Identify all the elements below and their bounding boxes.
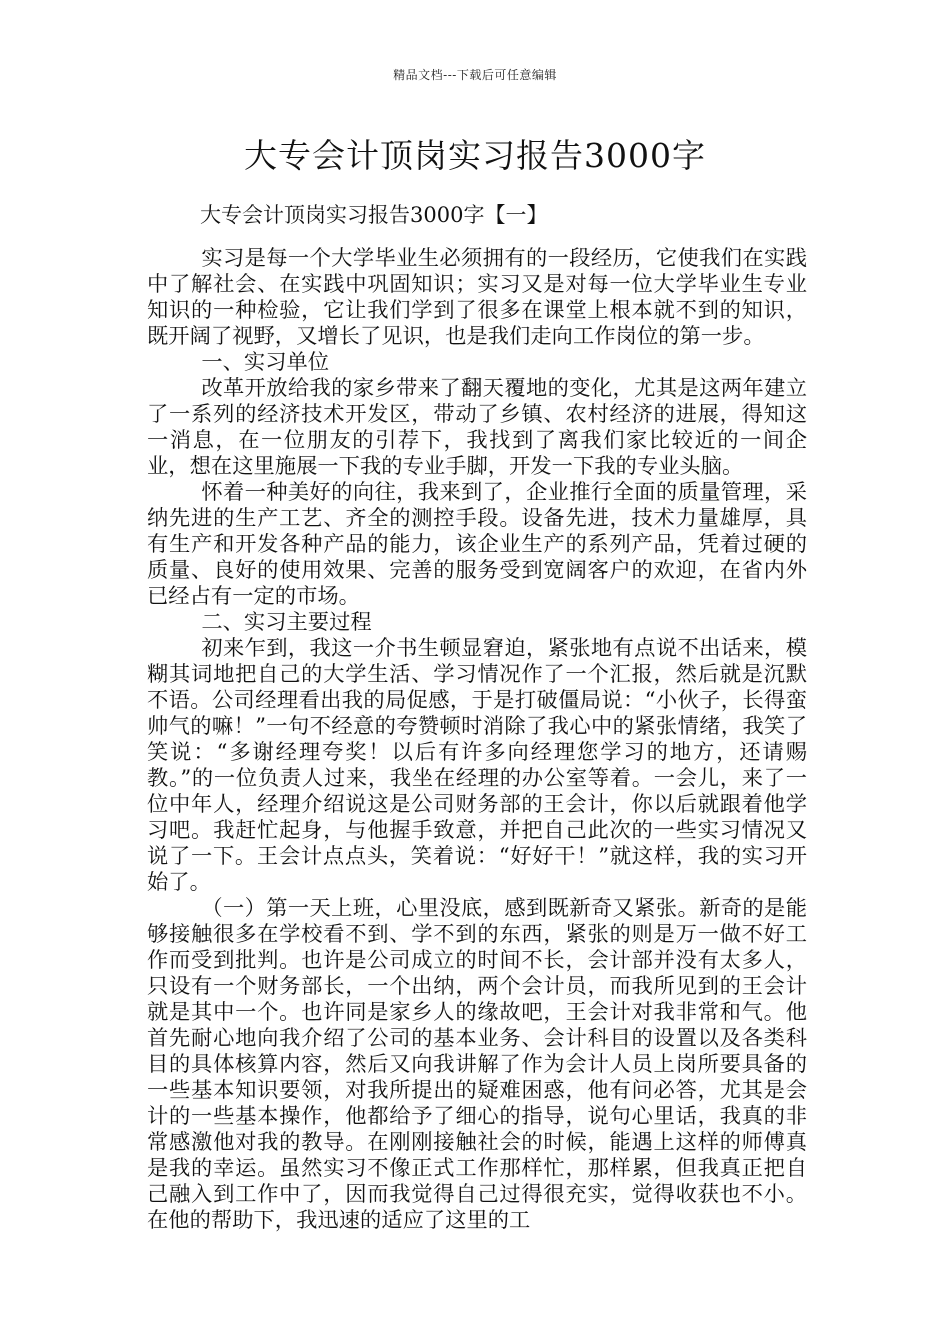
paragraph-company: 怀着一种美好的向往，我来到了，企业推行全面的质量管理，采纳先进的生产工艺、齐全的测控手段。设备先进，技术力量雄厚，具有生产和开发各种产品的能力，该企业生产的系列产品，凭着过硬的质量、良好的使用效果、完善的服务受到宽阔客户的欢迎，在省内外已经占有一定的市场。 bbox=[147, 480, 807, 609]
paragraph-hometown: 改革开放给我的家乡带来了翻天覆地的变化，尤其是这两年建立了一系列的经济技术开发区，带动了乡镇、农村经济的进展，得知这一消息，在一位朋友的引荐下，我找到了离我们家比较近的一间企业，想在这里施展一下我的专业手脚，开发一下我的专业头脑。 bbox=[147, 376, 807, 479]
paragraph-first-day: （一）第一天上班，心里没底，感到既新奇又紧张。新奇的是能够接触很多在学校看不到、学不到的东西，紧张的则是万一做不好工作而受到批判。也许是公司成立的时间不长，会计部并没有太多人，只设有一个财务部长，一个出纳，两个会计员，而我所见到的王会计就是其中一个。也许同是家乡人的缘故吧，王会计对我非常和气。他首先耐心地向我介绍了公司的基本业务、会计科目的设置以及各类科目的具体核算内容，然后又向我讲解了作为会计人员上岗所要具备的一些基本知识要领，对我所提出的疑难困惑，他有问必答，尤其是会计的一些基本操作，他都给予了细心的指导，说句心里话，我真的非常感激他对我的教导。在刚刚接触社会的时候，能遇上这样的师傅真是我的幸运。虽然实习不像正式工作那样忙，那样累，但我真正把自己融入到工作中了，因而我觉得自己过得很充实，觉得收获也不小。在他的帮助下，我迅速的适应了这里的工 bbox=[147, 896, 807, 1233]
section-heading-internship-unit: 一、实习单位 bbox=[201, 350, 330, 375]
document-title: 大专会计顶岗实习报告3000字 bbox=[244, 136, 706, 175]
paragraph-arrival: 初来乍到，我这一介书生顿显窘迫，紧张地有点说不出话来，模糊其词地把自己的大学生活、学习情况作了一个汇报，然后就是沉默不语。公司经理看出我的局促感，于是打破僵局说：“小伙子，长得蛮帅气的嘛！”一句不经意的夸赞顿时消除了我心中的紧张情绪，我笑了笑说：“多谢经理夸奖！以后有许多向经理您学习的地方，还请赐教。”的一位负责人过来，我坐在经理的办公室等着。一会儿，来了一位中年人，经理介绍说这是公司财务部的王会计，你以后就跟着他学习吧。我赶忙起身，与他握手致意，并把自己此次的一些实习情况又说了一下。王会计点点头，笑着说：“好好干！”就这样，我的实习开始了。 bbox=[147, 636, 807, 895]
page-header-note: 精品文档---下载后可任意编辑 bbox=[393, 68, 557, 82]
document-body bbox=[147, 246, 807, 1234]
document-subtitle: 大专会计顶岗实习报告3000字【一】 bbox=[200, 203, 548, 227]
section-heading-main-process: 二、实习主要过程 bbox=[201, 610, 372, 635]
paragraph-intro: 实习是每一个大学毕业生必须拥有的一段经历，它使我们在实践中了解社会、在实践中巩固知识；实习又是对每一位大学毕业生专业知识的一种检验，它让我们学到了很多在课堂上根本就不到的知识，既开阔了视野，又增长了见识，也是我们走向工作岗位的第一步。 bbox=[147, 246, 807, 349]
